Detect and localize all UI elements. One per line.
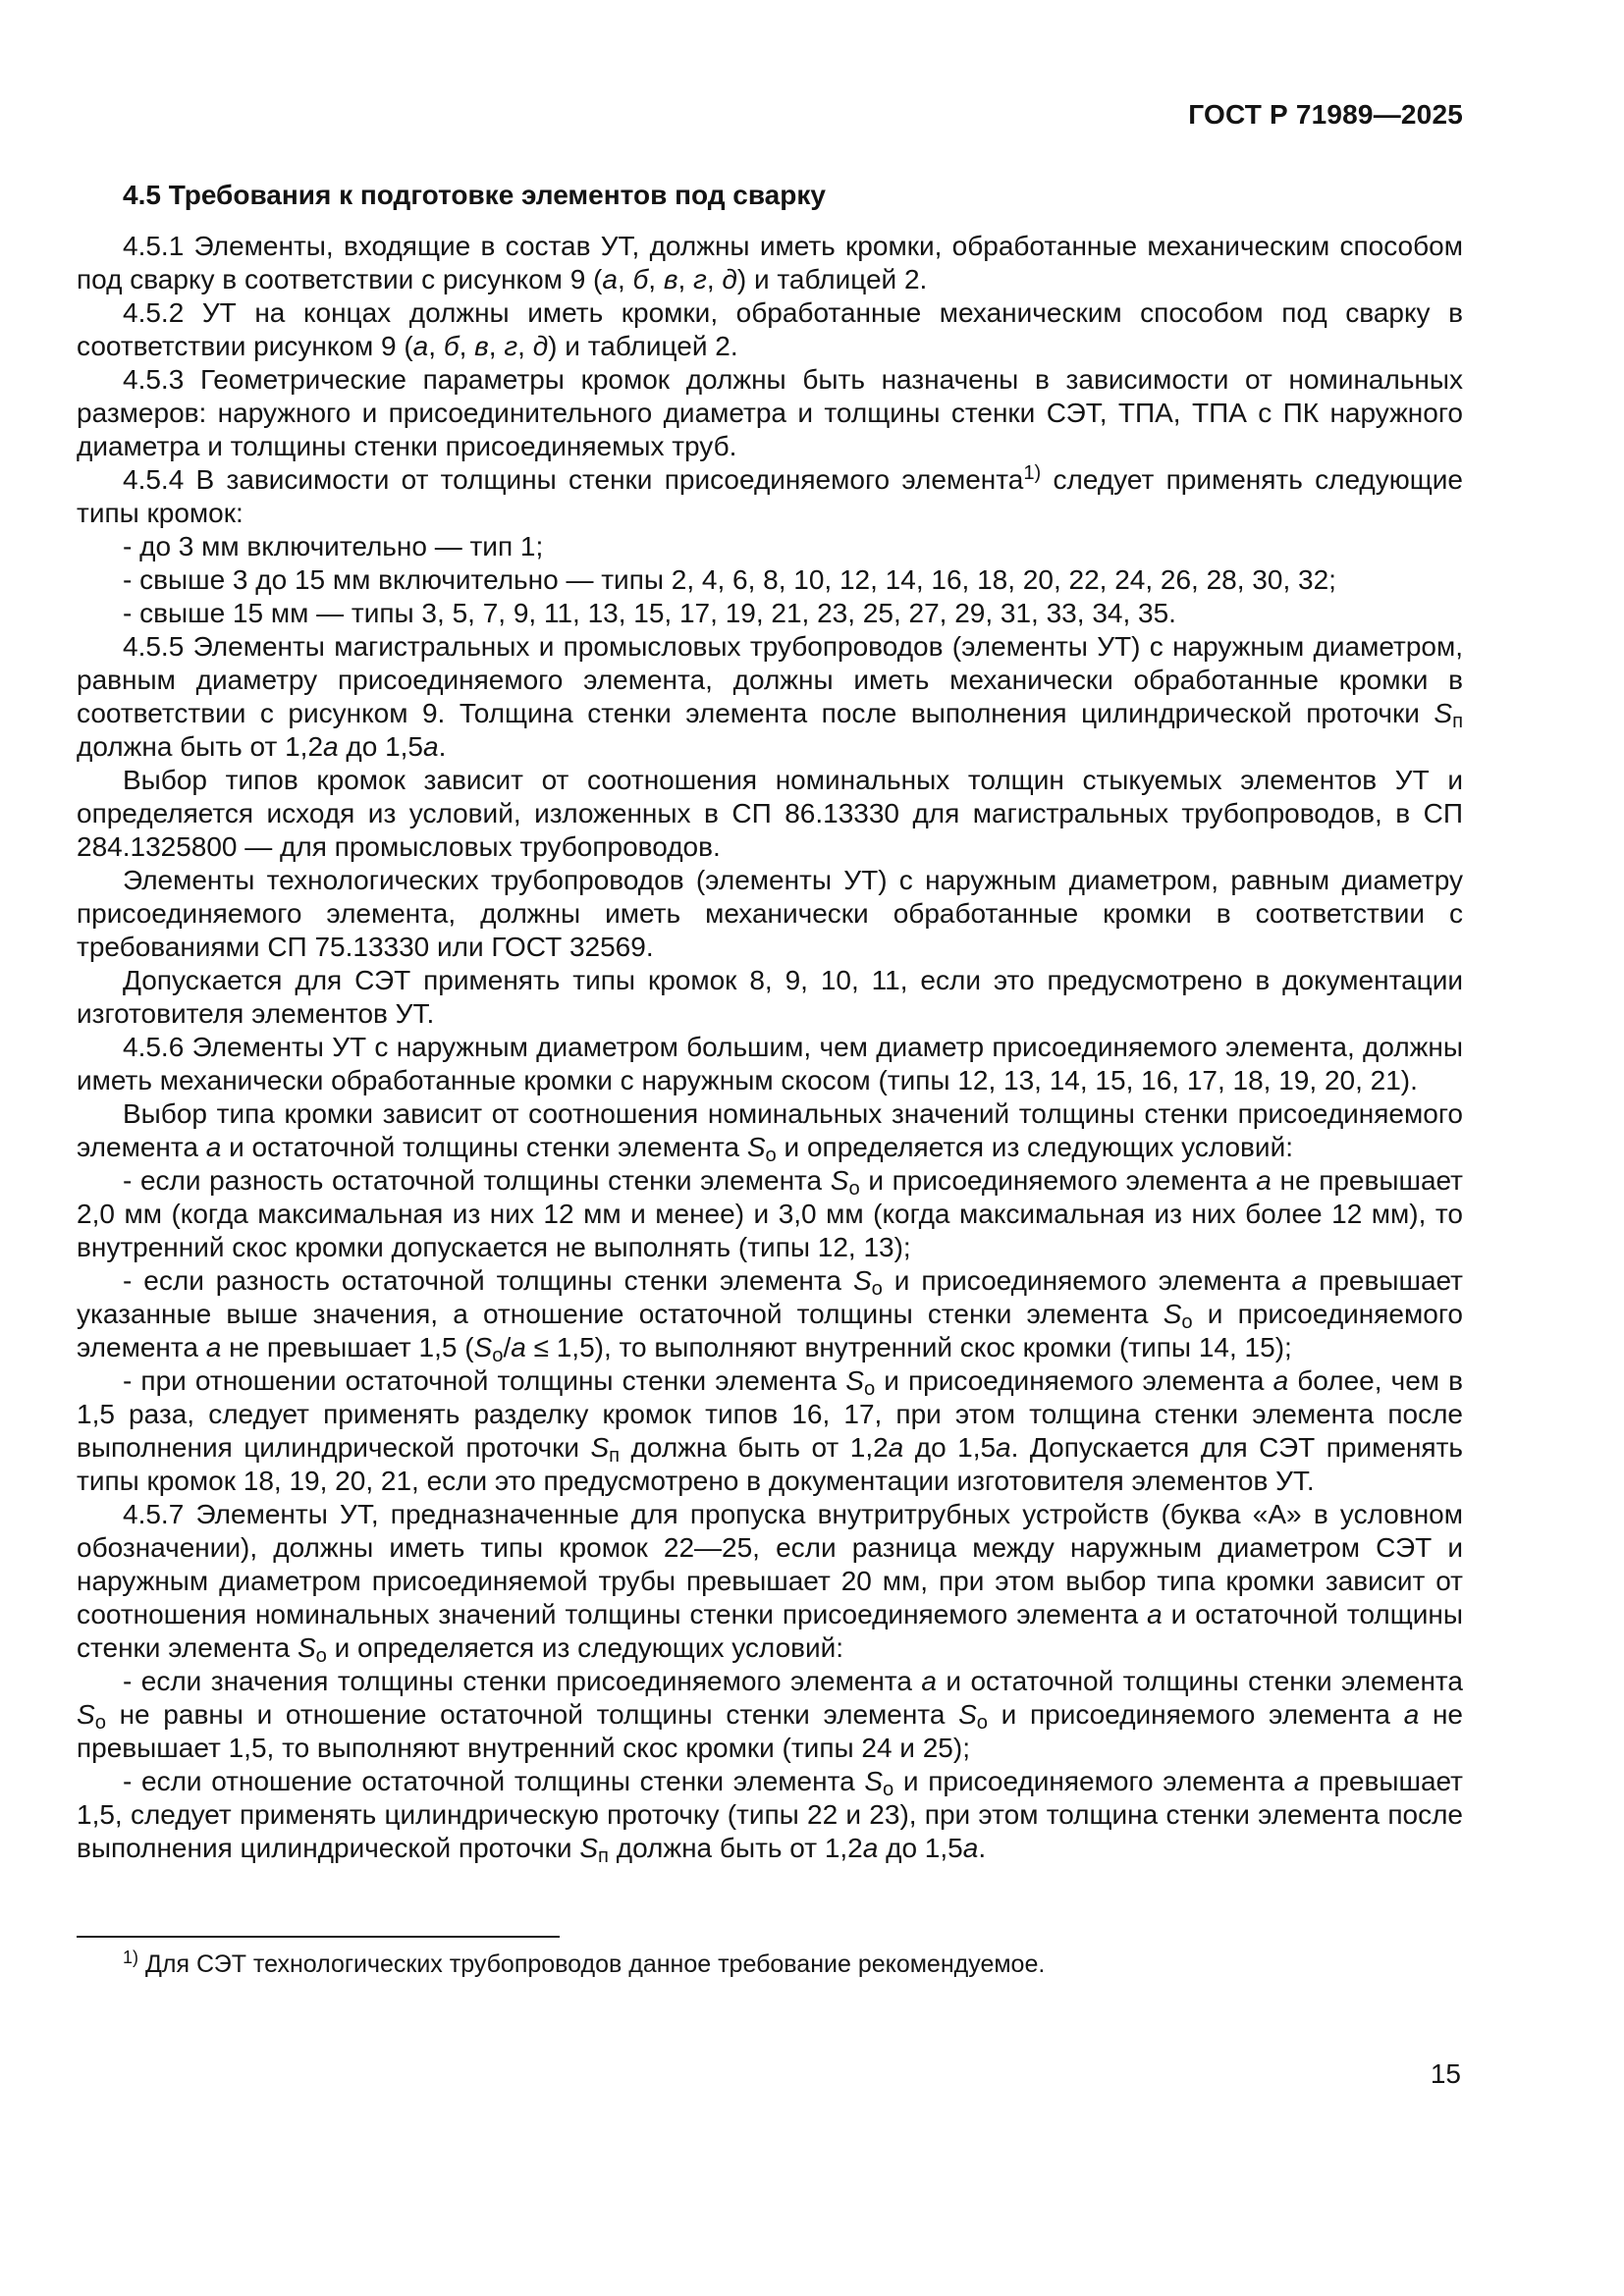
paragraph: Элементы технологических трубопроводов (элементы УТ) с наружным диаметром, равным диаметру присоединяемого элемента, должны иметь механически обработанные кромки в соответствии с требованиями СП 75.13330 или ГОСТ 32569.	[77, 865, 1463, 962]
paragraph: 4.5.4 В зависимости от толщины стенки присоединяемого элемента$^{1)}$ следует применять следующие типы кромок:	[77, 461, 1463, 528]
footnote-block	[77, 1936, 1463, 1980]
paragraph: Выбор типа кромки зависит от соотношения номинальных значений толщины стенки присоединяемого элемента а и остаточной толщины стенки элемента $S_о$ и определяется из следующих условий:	[77, 1098, 1463, 1167]
paragraph: 4.5.2 УТ на концах должны иметь кромки, обработанные механическим способом под сварку в соответствии рисунком 9 (а, б, в, г, д) и таблицей 2.	[77, 297, 1463, 361]
list-item: - если отношение остаточной толщины стенки элемента $S_о$ и присоединяемого элемента а превышает 1,5, следует применять цилиндрическую проточку (типы 22 и 23), при этом толщина стенки элемента после выполнения цилиндрической проточки $S_п$ должна быть от 1,2а до 1,5а.	[77, 1766, 1463, 1868]
list-item: - свыше 3 до 15 мм включительно — типы 2, 4, 6, 8, 10, 12, 14, 16, 18, 20, 22, 24, 26, 28, 30, 32;	[123, 564, 1336, 595]
running-header: ГОСТ Р 71989—2025	[1188, 99, 1463, 130]
footnote-separator-rule	[77, 1936, 560, 1938]
footnote-text: $^{1)}$ Для СЭТ технологических трубопроводов данное требование рекомендуемое.	[123, 1948, 1046, 1978]
list-item: - свыше 15 мм — типы 3, 5, 7, 9, 11, 13, 15, 17, 19, 21, 23, 25, 27, 29, 31, 33, 34, 35.	[123, 598, 1176, 628]
paragraph: 4.5.5 Элементы магистральных и промысловых трубопроводов (элементы УТ) с наружным диаметром, равным диаметру присоединяемого элемента, должны иметь механически обработанные кромки в соответствии с рисунком 9. Толщина стенки элемента после выполнения цилиндрической проточки $S_п$ должна быть от 1,2а до 1,5а.	[77, 631, 1463, 762]
paragraph: 4.5.7 Элементы УТ, предназначенные для пропуска внутритрубных устройств (буква «А» в условном обозначении), должны иметь типы кромок 22—25, если разница между наружным диаметром СЭТ и наружным диаметром присоединяемой трубы превышает 20 мм, при этом выбор типа кромки зависит от соотношения номинальных значений толщины стенки присоединяемого элемента а и остаточной толщины стенки элемента $S_о$ и определяется из следующих условий:	[77, 1499, 1464, 1668]
paragraph: 4.5.1 Элементы, входящие в состав УТ, должны иметь кромки, обработанные механическим способом под сварку в соответствии с рисунком 9 (а, б, в, г, д) и таблицей 2.	[77, 231, 1463, 294]
list-item: - до 3 мм включительно — тип 1;	[123, 531, 544, 561]
list-item: - если разность остаточной толщины стенки элемента $S_о$ и присоединяемого элемента а превышает указанные выше значения, а отношение остаточной толщины стенки элемента $S_о$ и присоединяемого элемента а не превышает 1,5 $(S_о/а \le 1,5)$, то выполняют внутренний скос кромки (типы 14, 15);	[77, 1265, 1464, 1367]
paragraph: Допускается для СЭТ применять типы кромок 8, 9, 10, 11, если это предусмотрено в документации изготовителя элементов УТ.	[77, 965, 1463, 1029]
paragraph: 4.5.6 Элементы УТ с наружным диаметром большим, чем диаметр присоединяемого элемента, должны иметь механически обработанные кромки с наружным скосом (типы 12, 13, 14, 15, 16, 17, 18, 19, 20, 21).	[77, 1032, 1463, 1095]
paragraph: 4.5.3 Геометрические параметры кромок должны быть назначены в зависимости от номинальных размеров: наружного и присоединительного диаметра и толщины стенки СЭТ, ТПА, ТПА с ПК наружного диаметра и толщины стенки присоединяемых труб.	[77, 364, 1463, 461]
page-number: 15	[1430, 2058, 1461, 2089]
document-body	[77, 179, 1464, 1868]
list-item: - если разность остаточной толщины стенки элемента $S_о$ и присоединяемого элемента а не превышает 2,0 мм (когда максимальная из них 12 мм и менее) и 3,0 мм (когда максимальная из них более 12 мм), то внутренний скос кромки допускается не выполнять (типы 12, 13);	[77, 1165, 1464, 1262]
list-item: - при отношении остаточной толщины стенки элемента $S_о$ и присоединяемого элемента а более, чем в 1,5 раза, следует применять разделку кромок типов 16, 17, при этом толщина стенки элемента после выполнения цилиндрической проточки $S_п$ должна быть от 1,2а до 1,5а. Допускается для СЭТ применять типы кромок 18, 19, 20, 21, если это предусмотрено в документации изготовителя элементов УТ.	[77, 1365, 1463, 1496]
paragraph: Выбор типов кромок зависит от соотношения номинальных толщин стыкуемых элементов УТ и определяется исходя из условий, изложенных в СП 86.13330 для магистральных трубопроводов, в СП 284.1325800 — для промысловых трубопроводов.	[77, 765, 1463, 862]
section-heading: 4.5 Требования к подготовке элементов под сварку	[123, 180, 826, 210]
list-item: - если значения толщины стенки присоединяемого элемента а и остаточной толщины стенки элемента $S_о$ не равны и отношение остаточной толщины стенки элемента $S_о$ и присоединяемого элемента а не превышает 1,5, то выполняют внутренний скос кромки (типы 24 и 25);	[77, 1666, 1463, 1763]
